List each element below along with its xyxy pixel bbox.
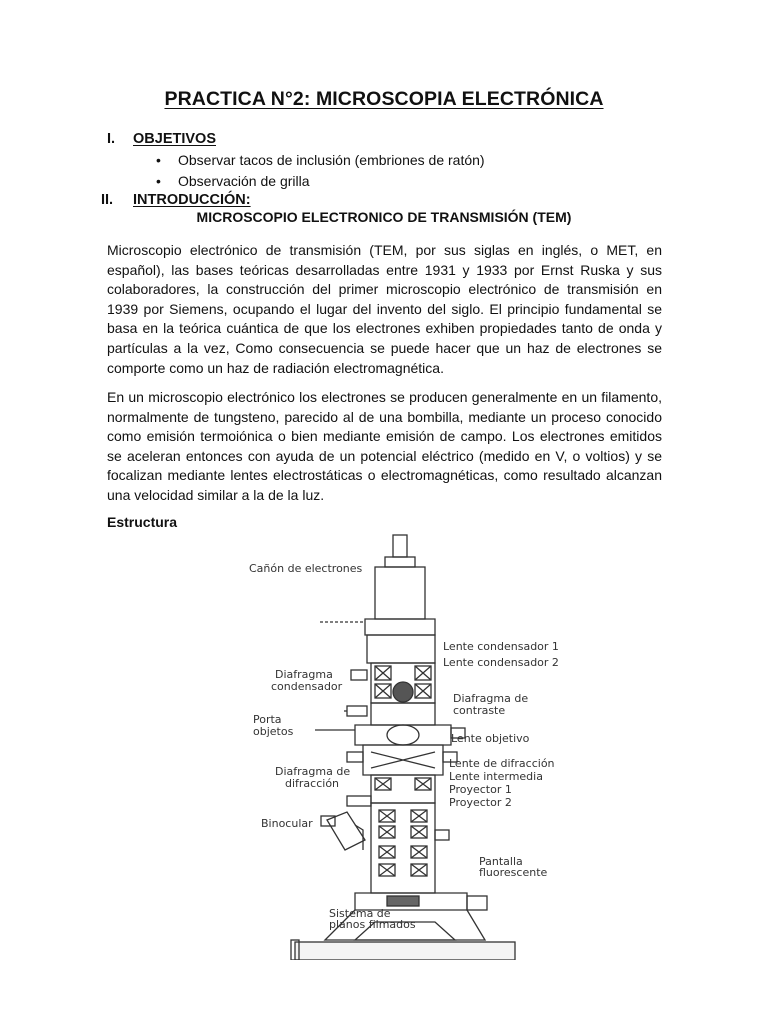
objectives-list (156, 150, 485, 192)
label-binocular: Binocular (261, 817, 313, 830)
label-diafragma-difraccion-2: difracción (285, 777, 340, 790)
gun-cap-shape (385, 557, 415, 567)
paragraph-intro: Microscopio electrónico de transmisión (TEM, por sus siglas en inglés, o MET, en español), las bases teóricas desarrolladas entre 1931 y 1933 por Ernst Ruska y sus colaboradores, la construcción del primer microscopio electrónico de transmisión en 1939 por Siemens, ocupando el lugar del invento del siglo. El principio fundamental se basa en la teórica cuántica de que los electrones exhiben propiedades tanto de onda y partículas a la vez, Como consecuencia se puede hacer que un haz de electrones se comporte como un haz de radiación electromagnética. (107, 242, 662, 376)
label-diafragma-contraste-1: Diafragma de (453, 692, 529, 705)
label-porta-2: objetos (253, 725, 294, 738)
projection-lenses (379, 810, 427, 876)
label-lente-intermedia: Lente intermedia (449, 770, 543, 783)
page-title-text: PRACTICA N°2: MICROSCOPIA ELECTRÓNICA (164, 88, 604, 110)
objective-text: Observar tacos de inclusión (embriones de ratón) (178, 152, 485, 168)
objective-item (156, 171, 485, 192)
gun-flange-shape (365, 619, 435, 635)
section-label: INTRODUCCIÓN: (133, 192, 251, 208)
label-lente-difraccion: Lente de difracción (449, 757, 555, 770)
label-sistema-1: Sistema de (329, 907, 391, 920)
section-objetivos-heading (107, 131, 216, 147)
label-sistema-2: planos filmados (329, 918, 416, 931)
label-pantalla-2: fluorescente (479, 866, 548, 879)
tem-structure-diagram (235, 530, 575, 960)
label-pantalla-1: Pantalla (479, 855, 523, 868)
binocular-shape (327, 812, 365, 850)
label-canon: Cañón de electrones (249, 562, 363, 575)
subtitle-tem: MICROSCOPIO ELECTRONICO DE TRANSMISIÓN (TEM) (196, 209, 572, 225)
section-number: II. (101, 192, 114, 208)
label-lente-condensador-1: Lente condensador 1 (443, 640, 559, 653)
upper-column-shape (367, 635, 435, 663)
section-label: OBJETIVOS (133, 131, 216, 147)
label-diafragma-difraccion-1: Diafragma de (275, 765, 351, 778)
label-diafragma-condensador-2: condensador (271, 680, 343, 693)
label-diafragma-contraste-2: contraste (453, 704, 506, 717)
section-introduccion-heading (101, 192, 251, 208)
objective-text: Observación de grilla (178, 173, 310, 189)
label-lente-objetivo: Lente objetivo (451, 732, 530, 745)
label-proyector-1: Proyector 1 (449, 783, 512, 796)
page-title (0, 88, 768, 111)
paragraph-electrons: En un microscopio electrónico los electrones se producen generalmente en un filamento, normalmente de tungsteno, parecido al de una bombilla, mediante un proceso conocido como emisión termoiónica o bien mediante emisión de campo. Los electrones emitidos se aceleran entonces con ayuda de un potencial eléctrico (medido en V, o voltios) y se focalizan mediante lentes electrostáticas o electromagnéticas, como resultado alcanzan una velocidad similar a la de la luz. (107, 389, 662, 503)
gun-tip-shape (393, 535, 407, 557)
label-proyector-2: Proyector 2 (449, 796, 512, 809)
label-diafragma-condensador-1: Diafragma (275, 668, 333, 681)
objective-item (156, 150, 485, 171)
gun-body-shape (375, 567, 425, 619)
estructura-heading: Estructura (107, 514, 178, 530)
section-number: I. (107, 131, 116, 147)
label-lente-condensador-2: Lente condensador 2 (443, 656, 559, 669)
label-porta-1: Porta (253, 713, 282, 726)
